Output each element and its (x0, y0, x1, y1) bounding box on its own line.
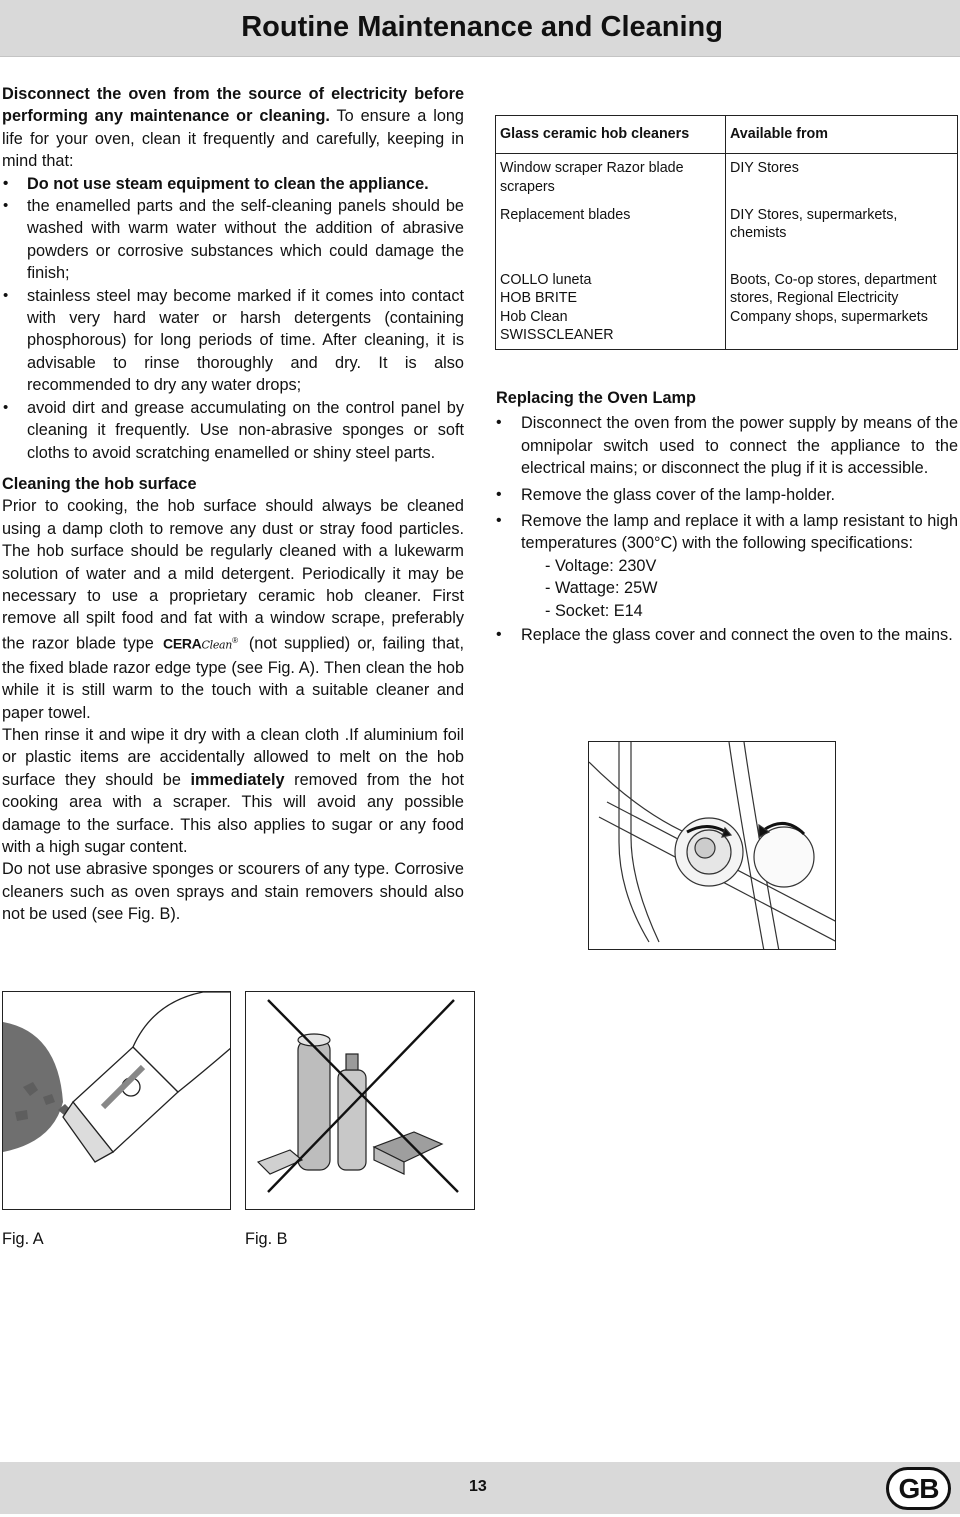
bullet-control-panel: • avoid dirt and grease accumulating on the control panel by cleaning it frequently. Use non-abrasive sponges or soft cloths to avoid scratching enamelled or shiny steel parts. (2, 397, 464, 464)
hob-text-after-logo: (not supplied) or, failing that, the fixed blade razor edge type (see Fig. A). Then clean the hob while it is still warm to the touch with a suitable cleaner and paper towel. (2, 634, 464, 722)
hob-paragraph-3: Do not use abrasive sponges or scourers of any type. Corrosive cleaners such as oven sprays and stain removers should also not be used (see Fig. B). (2, 860, 464, 924)
bullet-enamelled-parts: • the enamelled parts and the self-cleaning panels should be washed with warm water without the addition of abrasive powders or corrosive substances which could damage the finish; (2, 195, 464, 285)
hob-paragraph-2 (2, 724, 464, 858)
intro-paragraph (2, 83, 464, 173)
figure-a-scraper (2, 991, 231, 1210)
table-cell-product: Replacement blades (496, 201, 726, 266)
lamp-step: • Disconnect the oven from the power supply by means of the omnipolar switch used to connect the appliance to the electrical mains; or disconnect the plug if it is accessible. (496, 412, 958, 479)
lamp-drawing (589, 742, 836, 950)
hob-paragraph-1 (2, 495, 464, 724)
logo-cera: CERA (163, 635, 202, 652)
table-header-row (496, 116, 958, 154)
column-header-available: Available from (726, 116, 958, 154)
fig-a-label: Fig. A (2, 1230, 44, 1248)
table-cell-source: Boots, Co-op stores, department stores, Regional Electricity Company shops, supermarkets (726, 266, 958, 350)
scraper-drawing (3, 992, 231, 1210)
logo-script: Clean (201, 638, 233, 652)
lamp-illustration (588, 741, 836, 950)
left-column (2, 83, 464, 926)
lamp-specs (496, 555, 958, 622)
table-row (496, 266, 958, 350)
hob-cleaners-table (495, 115, 958, 350)
hob-text-2a: Then rinse it and wipe it dry with a clean cloth .If aluminium foil or plastic items are accidentally allowed to melt on the hob surface they should be (2, 726, 464, 789)
spec-socket: - Socket: E14 (545, 601, 643, 620)
bullet-stainless-steel: • stainless steel may become marked if it comes into contact with very hard water or harsh detergents (containing phosphorous) for long periods of time. After cleaning, it is advisable to rinse thoroughly and dry. It is also recommended to dry any water drops; (2, 285, 464, 397)
crossed-products-drawing (246, 992, 475, 1210)
spec-wattage: - Wattage: 25W (545, 579, 658, 598)
bullet-no-steam: • Do not use steam equipment to clean the appliance. (2, 173, 464, 195)
column-header-cleaners: Glass ceramic hob cleaners (496, 116, 726, 154)
logo-registered: ® (232, 635, 238, 645)
lamp-heading: Replacing the Oven Lamp (496, 389, 696, 407)
care-bullet-list (2, 173, 464, 464)
ceraclean-logo (161, 630, 242, 657)
lamp-final-step-list (496, 624, 958, 646)
table-cell-product: Window scraper Razor blade scrapers (496, 154, 726, 201)
figure-b-do-not-use (245, 991, 475, 1210)
hob-text-before-logo: Prior to cooking, the hob surface should always be cleaned using a damp cloth to remove any dust or stray food particles. The hob surface should be regularly cleaned with a lukewarm solution of water and a mild detergent. Periodically it may be necessary to use a proprietary ceramic hob cleaner. First remove all spilt food and fat with a window scrape, preferably the razor blade type (2, 497, 464, 653)
lamp-steps (496, 412, 958, 554)
table-cell-source: DIY Stores (726, 154, 958, 201)
spec-voltage: - Voltage: 230V (545, 556, 657, 575)
table-row (496, 154, 958, 201)
hob-text-2b: removed from the hot cooking area with a scraper. This will avoid any possible damage to the surface. This also applies to sugar or any food with a high sugar content. (2, 770, 464, 857)
intro-text: To ensure a long life for your oven, clean it frequently and carefully, keeping in mind that: (2, 107, 464, 171)
table-cell-source: DIY Stores, supermarkets, chemists (726, 201, 958, 266)
lamp-step: • Remove the lamp and replace it with a lamp resistant to high temperatures (300°C) with the following specifications: (496, 510, 958, 555)
table-row (496, 201, 958, 266)
lamp-step-final: • Replace the glass cover and connect the oven to the mains. (496, 624, 958, 646)
language-badge: GB (886, 1467, 951, 1510)
disconnect-warning: Disconnect the oven from the source of electricity before performing any maintenance or cleaning. (2, 85, 464, 126)
lamp-section (496, 387, 958, 650)
table-cell-product: COLLO luneta HOB BRITE Hob Clean SWISSCLEANER (496, 266, 726, 350)
page-number: 13 (469, 1478, 487, 1495)
hob-heading: Cleaning the hob surface (2, 474, 197, 493)
page-title: Routine Maintenance and Cleaning (241, 11, 723, 43)
hob-text-immediately: immediately (190, 770, 285, 789)
footer-bar (0, 1462, 960, 1514)
fig-b-label: Fig. B (245, 1230, 288, 1248)
header-bar (0, 0, 960, 57)
lamp-step: • Remove the glass cover of the lamp-holder. (496, 484, 958, 506)
